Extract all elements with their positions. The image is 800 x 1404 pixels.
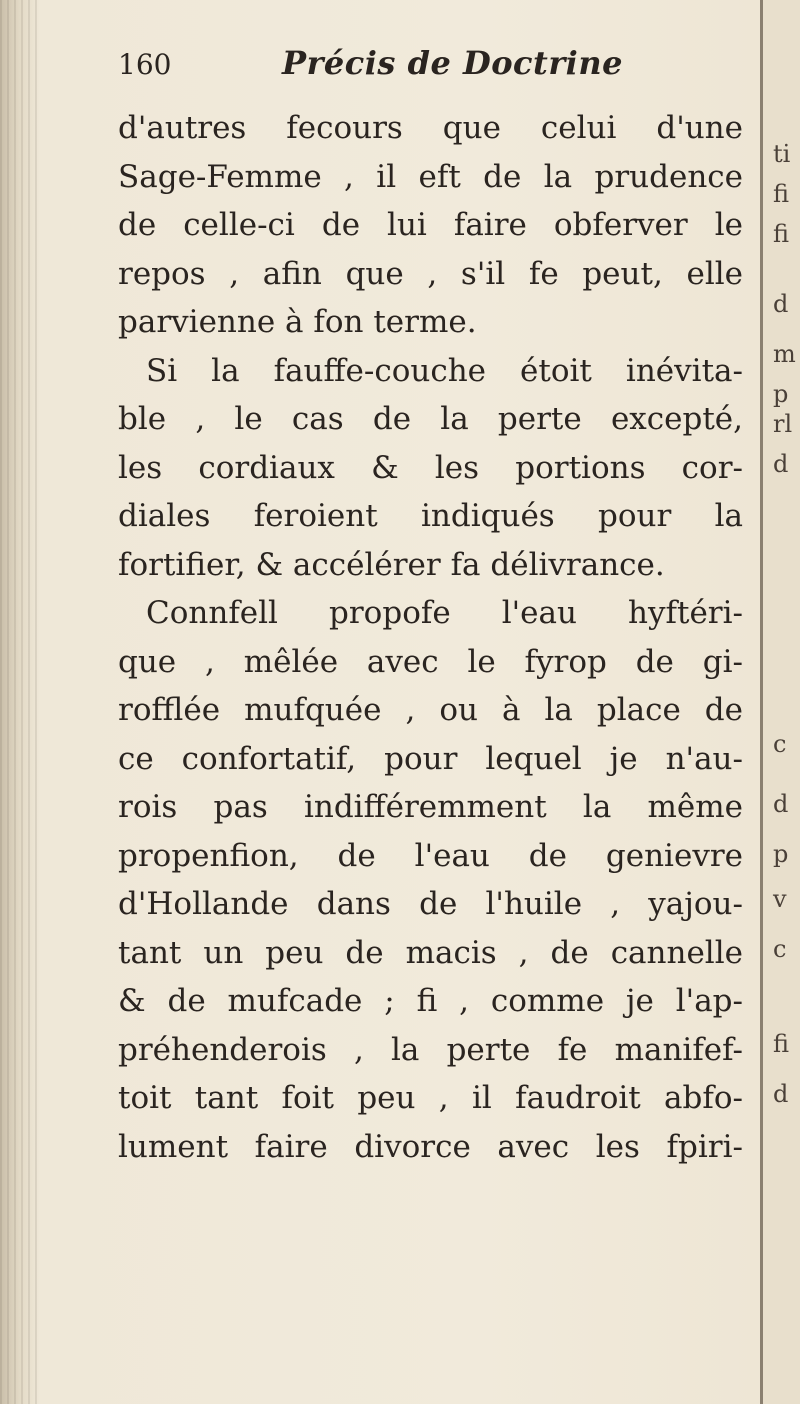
next-page-fragment: fi: [773, 180, 790, 208]
text-line: que , mêlée avec le fyrop de gi-: [118, 643, 743, 680]
text-line: propenfion, de l'eau de genievre: [118, 837, 743, 874]
next-page-fragment: fi: [773, 220, 790, 248]
next-page-fragment: d: [773, 450, 789, 478]
next-page-fragment: d: [773, 790, 789, 818]
text-line: Sage-Femme , il eft de la prudence: [118, 158, 743, 195]
binding-gutter: [0, 0, 40, 1404]
next-page-fragment: v: [773, 885, 787, 913]
page-header: [118, 44, 718, 94]
next-page-fragment: ti: [773, 140, 791, 168]
text-line: préhenderois , la perte fe manifef-: [118, 1031, 743, 1068]
text-line: rofflée mufquée , ou à la place de: [118, 692, 743, 728]
text-line: & de mufcade ; fi , comme je l'ap-: [118, 983, 743, 1019]
next-page-fragment: d: [773, 290, 789, 318]
text-line: diales feroient indiqués pour la: [118, 498, 743, 534]
text-line: parvienne à fon terme.: [118, 304, 477, 340]
text-line: d'autres fecours que celui d'une: [118, 110, 743, 146]
text-line: de celle-ci de lui faire obferver le: [118, 207, 743, 243]
text-line: ce confortatif, pour lequel je n'au-: [118, 740, 743, 777]
text-line: Si la fauffe-couche étoit inévita-: [146, 352, 743, 389]
next-page-fragment: rl: [773, 410, 793, 438]
text-line: ble , le cas de la perte excepté,: [118, 401, 743, 437]
body-text: [118, 104, 743, 1171]
text-line: toit tant foit peu , il faudroit abfo-: [118, 1080, 743, 1116]
text-line: repos , afin que , s'il fe peut, elle: [118, 255, 743, 292]
page-number: 160: [118, 48, 172, 81]
text-line: tant un peu de macis , de cannelle: [118, 934, 743, 971]
next-page-fragment: c: [773, 730, 787, 758]
text-line: d'Hollande dans de l'huile , yajou-: [118, 886, 743, 922]
text-line: lument faire divorce avec les fpiri-: [118, 1128, 743, 1165]
next-page-fragment: p: [773, 380, 789, 408]
next-page-fragment: m: [773, 340, 796, 368]
text-line: fortifier, & accélérer fa délivrance.: [118, 546, 665, 583]
text-line: Connfell propofe l'eau hyftéri-: [146, 595, 743, 631]
next-page-fragment: fi: [773, 1030, 790, 1058]
next-page-fragment: d: [773, 1080, 789, 1108]
next-page-fragment: p: [773, 840, 789, 868]
text-line: rois pas indifféremment la même: [118, 789, 743, 825]
next-page-fragment: c: [773, 935, 787, 963]
running-title: Précis de Doctrine: [282, 44, 623, 82]
next-page-edge: [760, 0, 800, 1404]
text-line: les cordiaux & les portions cor-: [118, 449, 743, 486]
